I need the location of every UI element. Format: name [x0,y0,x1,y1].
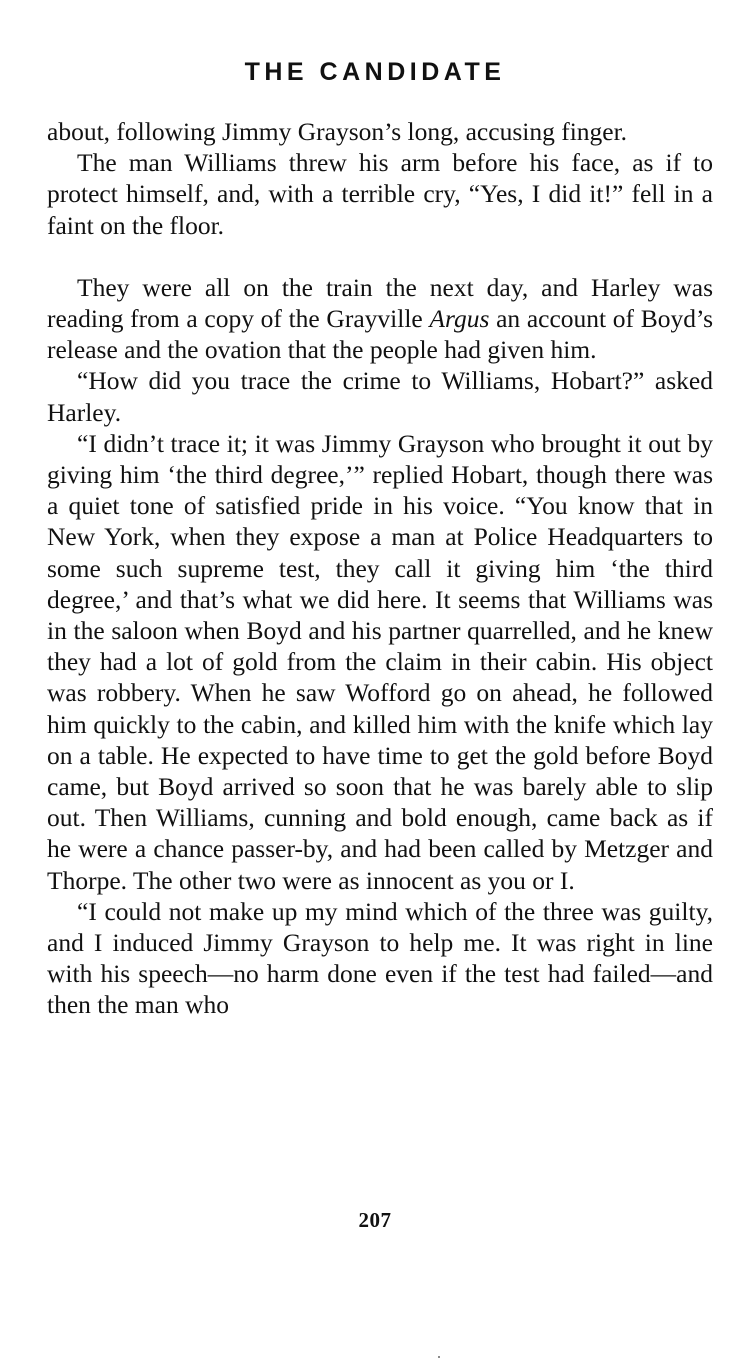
running-head: THE CANDIDATE [244,58,506,86]
paragraph: “I could not make up my mind which of the three was guilty, and I induced Jimmy Grayson to help me. It was right in line with his speech—no harm done even if the test had failed—and then the man who [47,896,713,1020]
paragraph: The man Williams threw his arm before his face, as if to protect himself, and, with a terrible cry, “Yes, I did it!” fell in a faint on the floor. [47,148,713,240]
paragraph: “I didn’t trace it; it was Jimmy Grayson who brought it out by giving him ‘the third degree,’” replied Hobart, though there was a quiet tone of satisfied pride in his voice. “You know that in New York, when they expose a man at Police Headquarters to some such supreme test, they call it giving him ‘the third degree,’ and that’s what we did here. It seems that Williams was in the saloon when Boyd and his partner quarrelled, and he knew they had a lot of gold from the claim in their cabin. His object was robbery. When he saw Wofford go on ahead, he followed him quickly to the cabin, and killed him with the knife which lay on a table. He expected to have time to get the gold before Boyd came, but Boyd arrived so soon that he was barely able to slip out. Then Williams, cunning and bold enough, came back as if he were a chance passer-by, and had been called by Metzger and Thorpe. The other two were as innocent as you or I. [47,428,713,895]
paragraph-text: They were all on the train the next day, and Harley was reading from a copy of the Grayville Argus an account of Boyd’s release and the ovation that the people had given him. [47,272,713,365]
scan-speck [438,1356,440,1358]
paragraph: “How did you trace the crime to Williams, Hobart?” asked Harley. [47,366,713,427]
page-number: 207 [358,1208,392,1232]
newspaper-title: Argus [429,304,490,334]
body-text [47,116,713,1021]
paragraph-continuation: about, following Jimmy Grayson’s long, accusing finger. [47,117,628,146]
paragraph-section-start [47,272,713,366]
